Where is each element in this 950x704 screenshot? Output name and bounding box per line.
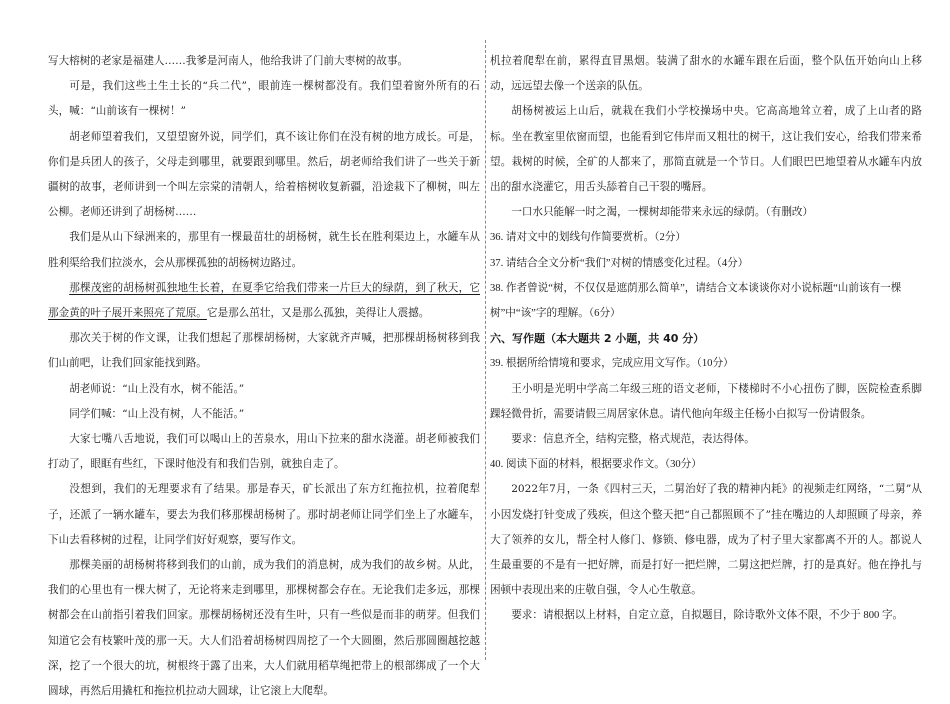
paragraph: 没想到，我们的无理要求有了结果。那是春天，矿长派出了东方红拖拉机，拉着爬犁子，还派了一辆水罐车，要去为我们移那棵胡杨树了。那时胡老师让同学们坐上了水罐车，下山去看移树的过程，让同学们好好观察，要写作文。 (48, 483, 480, 546)
paragraph: 那次关于树的作文课，让我们想起了那棵胡杨树，大家就齐声喊，把那棵胡杨树移到我们山前吧，让我们回家能找到路。 (48, 332, 480, 370)
question-38: 38. 作者曾说“树，不仅仅是遮荫那么简单”，请结合文本谈谈你对小说标题“山前该有一棵树”中“该”字的理解。（6分） (490, 282, 902, 320)
paragraph: 胡老师望着我们，又望望窗外说，同学们，真不该让你们在没有树的地方成长。可是，你们是兵团人的孩子，父母走到哪里，就要跟到哪里。然后，胡老师给我们讲了一些关于新疆树的故事，老师讲到一个叫左宗棠的清朝人，给着榕树收复新疆，沿途栽下了柳树，叫左公柳。老师还讲到了胡杨树…… (48, 130, 480, 219)
underlined-paragraph (48, 276, 480, 326)
left-column (48, 49, 480, 704)
paragraph: 那棵美丽的胡杨树将移到我们的山前，成为我们的消息树，成为我们的故乡树。从此，我们的心里也有一棵大树了，无论将来走到哪里，那棵树都会存在。无论我们走多远，那棵树都会在山前指引着我们回家。那棵胡杨树还没有生叶，只有一些似是而非的萌芽。但我们知道它会有枝繁叶茂的那一天。大人们沿着胡杨树四周挖了一个大圆圈，然后那圆圈越挖越深，挖了一个很大的坑，树根终于露了出来，大人们就用稻草绳把带上的根部绑成了一个大圆球，再然后用撬杠和拖拉机拉动大圆球，让它滚上大爬犁。 (48, 559, 480, 698)
paragraph: 可是，我们这些土生土长的“兵二代”，眼前连一棵树都没有。我们望着窗外所有的石头，喊：“山前该有一棵树！” (48, 80, 480, 118)
paragraph: 同学们喊：“山上没有树，人不能活。” (69, 407, 245, 420)
right-column (490, 49, 922, 629)
underlined-sentence: 那棵茂密的胡杨树孤独地生长着，在夏季它给我们带来一片巨大的绿荫，到了秋天，它那金黄的叶子展开来照亮了荒原。 (48, 281, 480, 320)
paragraph: 胡老师说：“山上没有水，树不能活。” (69, 382, 245, 395)
column-divider (485, 40, 486, 660)
question-37: 37. 请结合全文分析“我们”对树的情感变化过程。（4分） (490, 257, 749, 269)
question-40-requirements: 要求：请根据以上材料，自定立意，自拟题目，除诗歌外文体不限，不少于 800 字。 (511, 610, 904, 622)
question-39-requirements: 要求：信息齐全，结构完整，格式规范，表达得体。 (511, 434, 755, 446)
paragraph: 机拉着爬犁在前，累得直冒黑烟。装满了甜水的水罐车跟在后面，整个队伍开始向山上移动，远远望去像一个送亲的队伍。 (490, 55, 922, 93)
paragraph: 大家七嘴八舌地说，我们可以喝山上的苦泉水，用山下拉来的甜水浇灌。胡老师被我们打动了，眼眶有些红，下课时他没有和我们告别，就独自走了。 (48, 433, 480, 471)
paragraph: 写大榕树的老家是福建人……我爹是河南人，他给我讲了门前大枣树的故事。 (48, 55, 409, 67)
question-39-label: 39. 根据所给情境和要求，完成应用文写作。（10分） (490, 358, 734, 370)
question-36: 36. 请对文中的划线句作简要赏析。（2分） (490, 232, 686, 244)
section-title: 六、写作题（本大题共 2 小题，共 40 分） (490, 332, 705, 346)
question-40-body: 2022年7月，一条《四村三天，二舅治好了我的精神内耗》的视频走红网络，“二舅”从小因发烧打针变成了残疾，但这个整天把“自己都照顾不了”挂在嘴边的人却照顾了母亲，养大了领养的女儿，帮全村人修门、修锁、修电器，成为了村子里大家都离不开的人。都说人生最重要的不是有一把好牌，而是打好一把烂牌，二舅这把烂牌，打的是真好。他在挣扎与困顿中表现出来的庄敬自强，令人心生敬意。 (490, 483, 922, 597)
paragraph: 胡杨树被运上山后，就栽在我们小学校操场中央。它高高地耸立着，成了上山者的路标。坐在教室里依窗而望，也能看到它伟岸而又粗壮的树干，这让我们安心，给我们带来希望。栽树的时候，全矿的人都来了，那简直就是一个节日。人们眼巴巴地望着从水罐车内放出的甜水浇灌它，用舌头舔着自己干裂的嘴唇。 (490, 105, 922, 194)
paragraph-tail: 它是那么茁壮，又是那么孤独，美得让人震撼。 (206, 307, 430, 320)
paragraph: 一口水只能解一时之渴，一棵树却能带来永远的绿荫。（有删改） (511, 206, 814, 219)
question-39-body: 王小明是光明中学高二年级三班的语文老师，下楼梯时不小心扭伤了脚，医院检查系脚踝轻微骨折，需要请假三周居家休息。请代他向年级主任杨小白拟写一份请假条。 (490, 383, 922, 420)
question-40-label: 40. 阅读下面的材料，根据要求作文。（30分） (490, 459, 702, 471)
paragraph: 我们是从山下绿洲来的，那里有一棵最苗壮的胡杨树，就生长在胜利渠边上，水罐车从胜利渠给我们拉淡水，会从那棵孤独的胡杨树边路过。 (48, 231, 480, 269)
